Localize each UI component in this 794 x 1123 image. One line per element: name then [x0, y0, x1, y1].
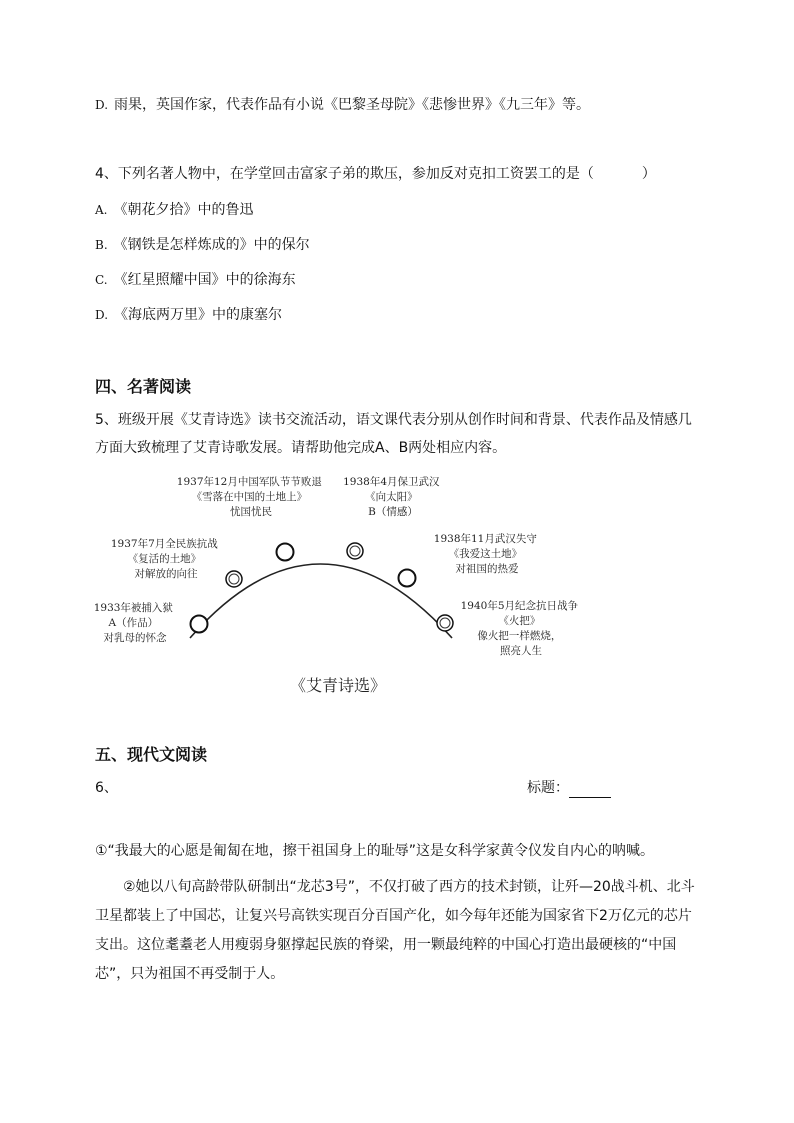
- poetry-timeline-diagram: [0, 460, 794, 710]
- option-text: 《钢铁是怎样炼成的》中的保尔: [113, 237, 310, 253]
- option-text: 《朝花夕拾》中的鲁迅: [113, 202, 254, 218]
- q4-stem-close: ）: [641, 166, 656, 182]
- q4-option-c: [95, 270, 296, 290]
- paragraph-2: ②她以八旬高龄带队研制出“龙芯3号”，不仅打破了西方的技术封锁，让歼—20战斗机、北斗卫星都装上了中国芯，让复兴号高铁实现百分百国产化，如今每年还能为国家省下2万亿元的芯片支出。这位耄耋老人用瘦弱身躯撑起民族的脊梁，用一颗最纯粹的中国心打造出最硬核的“中国芯”，只为祖国不再受制于人。: [95, 879, 695, 982]
- q5-line-2: 方面大致梳理了艾青诗歌发展。请帮助他完成A、B两处相应内容。: [95, 440, 507, 456]
- node-label-1937-jul: 1937年7月全民族抗战 《复活的土地》 对解放的向往: [110, 538, 218, 580]
- option-label: C.: [95, 273, 108, 287]
- node-label-1940: 1940年5月纪念抗日战争 《火把》 像火把一样燃烧， 照亮人生: [460, 600, 579, 657]
- option-label: A.: [95, 203, 108, 217]
- paragraph-1: ①“我最大的心愿是匍匐在地，擦干祖国身上的耻辱”这是女科学家黄令仪发自内心的呐喊。: [95, 843, 655, 859]
- q3-option-d: [95, 95, 590, 115]
- option-label: D.: [95, 308, 109, 322]
- q4-option-b: [95, 235, 310, 255]
- node-label-1937-dec: 1937年12月中国军队节节败退 《雪落在中国的土地上》 忧国忧民: [176, 476, 322, 518]
- diagram-caption: 《艾青诗选》: [289, 676, 387, 695]
- section-heading-classics: 四、名著阅读: [95, 377, 192, 396]
- section-heading-modern-reading: 五、现代文阅读: [95, 745, 208, 764]
- timeline-node-1940: [437, 615, 453, 631]
- q4-stem: [95, 164, 656, 184]
- timeline-node-1938-nov: [399, 570, 416, 587]
- title-field: [527, 778, 611, 798]
- option-text: 《海底两万里》中的康塞尔: [114, 307, 283, 323]
- q4-option-d: [95, 305, 282, 325]
- q4-option-a: [95, 200, 253, 220]
- node-label-1938-apr: 1938年4月保卫武汉 《向太阳》 B（情感）: [343, 476, 440, 518]
- timeline-node-1937-dec: [277, 544, 294, 561]
- timeline-node-1933: [191, 616, 208, 633]
- option-label: B.: [95, 238, 108, 252]
- title-label: 标题：: [527, 780, 569, 796]
- q5-line-1: 5、班级开展《艾青诗选》读书交流活动，语文课代表分别从创作时间和背景、代表作品及情感几: [95, 412, 692, 428]
- option-text: 雨果，英国作家，代表作品有小说《巴黎圣母院》《悲惨世界》《九三年》等。: [114, 97, 591, 113]
- option-text: 《红星照耀中国》中的徐海东: [113, 272, 296, 288]
- title-blank[interactable]: [569, 783, 611, 798]
- option-label: D.: [95, 98, 109, 112]
- q6-number: 6、: [95, 780, 118, 796]
- node-label-1938-nov: 1938年11月武汉失守 《我爱这土地》 对祖国的热爱: [433, 533, 537, 575]
- timeline-node-1938-apr: [347, 543, 363, 559]
- q4-stem-text: 4、下列名著人物中，在学堂回击富家子弟的欺压，参加反对克扣工资罢工的是（: [95, 166, 594, 182]
- node-label-1933: 1933年被捕入狱 A（作品） 对乳母的怀念: [93, 602, 173, 644]
- timeline-node-1937-jul: [226, 571, 242, 587]
